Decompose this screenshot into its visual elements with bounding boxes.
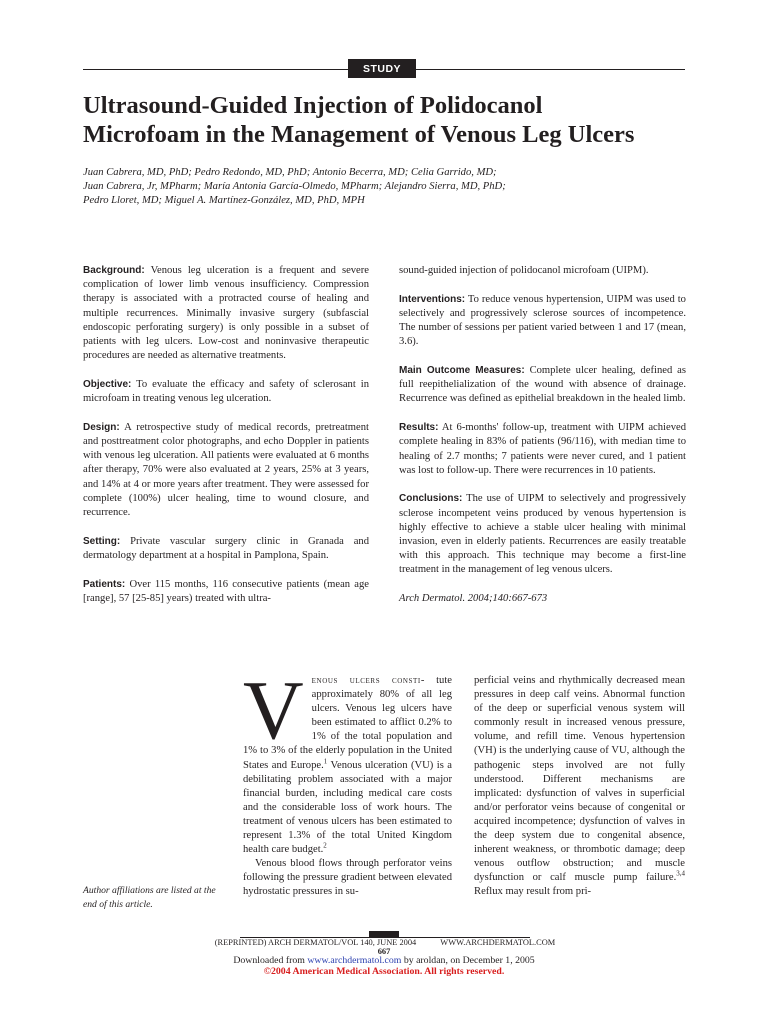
section-text: Venous leg ulceration is a frequent and severe complication of lower limb venous insufficiency. Compression therapy is associated with a protracted course of healing and multiple recurrences. Minimally invasive surgery (subfascial endoscopic perforating surgery) is only possible in a subset of patients with leg ulcers. Low-cost and noninvasive therapeutic procedures are needed as alternative treatments. — [83, 265, 369, 362]
body-text: perficial veins and rhythmically decreased mean pressures in deep calf veins. Abnormal function of the deep or superficial venous system will commonly result in increased venous pressure, volume, and refill time. Venous hypertension (VH) is the underlying cause of VU, although the pathogenic steps involved are not fully understood. Different mechanisms are implicated: dysfunction of valves in superficial and/or perforator veins because of congenital or acquired incompetence; dysfunction of valves in the deep system due to congenital absence, inherent weakness, or thrombotic damage; deep venous outflow obstruction; and muscle dysfunction or calf muscle pump failure. — [474, 675, 685, 884]
reference-marker: 2 — [323, 841, 327, 850]
body-text: tute approximately 80% of all leg ulcers. Venous leg ulcers have been estimated to afflict 0.2% to 1% of the total population and 1% to 3% of the elderly population in the United States and Europe. — [243, 675, 452, 771]
abstract-conclusions — [399, 492, 686, 577]
abstract-objective — [83, 378, 369, 406]
section-label: Patients: — [83, 578, 126, 590]
title-line: Ultrasound-Guided Injection of Polidocanol — [83, 92, 543, 119]
reference-marker: 3,4 — [676, 869, 685, 878]
body-paragraph — [474, 674, 685, 900]
body-text: Reflux may result from pri- — [474, 886, 592, 898]
abstract-setting — [83, 535, 369, 563]
section-text: To reduce venous hypertension, UIPM was used to selectively and progressively sclerose sources of incompetence. The number of sessions per patient varied between 1 and 17 (mean, 3.6). — [399, 293, 686, 348]
reference-marker: 1 — [323, 757, 328, 766]
page-number: 667 — [377, 947, 391, 956]
drop-cap: V — [243, 664, 304, 757]
abstract-interventions — [399, 293, 686, 350]
citation: Arch Dermatol. 2004;140:667-673 — [399, 593, 548, 605]
footer-reprinted: (REPRINTED) — [214, 938, 267, 947]
section-label: Conclusions: — [399, 493, 463, 505]
title-line: Microfoam in the Management of Venous Leg Ulcers — [83, 121, 635, 148]
abstract-background — [83, 264, 369, 363]
section-text: A retrospective study of medical records, pretreatment and posttreatment color photographs, and echo Doppler in patients with venous leg ulceration. All patients were evaluated at 6 months after therapy, 70% were also evaluated at 2 years, 25% at 3 years, and 14% at 4 or more years after treatment. They were assessed for complete (100%) ulcer healing, time to wound closure, and recurrence. — [83, 421, 369, 519]
lead-in: enous ulcers consti- — [311, 675, 425, 686]
section-label: Interventions: — [399, 293, 466, 305]
abstract-design — [83, 421, 369, 520]
author-line: Pedro Lloret, MD; Miguel A. Martínez-González, MD, PhD, MPH — [83, 195, 365, 207]
section-label: Main Outcome Measures: — [399, 365, 525, 377]
section-text: At 6-months' follow-up, treatment with UIPM achieved complete healing in 83% of patients (96/116), with median time to healing of 2.7 months; 7 patients were never cured, and 1 patient was lost to follow-up. There were recurrences in 10 patients. — [399, 422, 686, 476]
download-prefix: Downloaded from — [233, 955, 308, 966]
section-label: Background: — [83, 265, 145, 276]
abstract-left-column — [83, 264, 369, 621]
footer-website: WWW.ARCHDERMATOL.COM — [440, 938, 556, 947]
section-tag: STUDY — [348, 59, 416, 78]
body-paragraph — [243, 664, 452, 857]
abstract-right-column — [399, 264, 686, 606]
section-label: Setting: — [83, 535, 121, 547]
abstract-patients — [83, 578, 369, 606]
section-text: Private vascular surgery clinic in Granada and dermatology department at a hospital in Pamplona, Spain. — [83, 535, 369, 561]
author-line: Juan Cabrera, MD, PhD; Pedro Redondo, MD, PhD; Antonio Becerra, MD; Celia Garrido, MD; — [83, 167, 497, 178]
abstract-results — [399, 421, 686, 478]
footer-journal: ARCH DERMATOL/VOL 140, JUNE 2004 — [268, 938, 417, 947]
body-column-middle — [243, 664, 452, 900]
section-text: Over 115 months, 116 consecutive patients (mean age [range], 57 [25-85] years) treated with ultra- — [83, 578, 369, 604]
article-title — [83, 91, 703, 149]
section-text: To evaluate the efficacy and safety of sclerosant in microfoam in treating venous leg ulceration. — [83, 378, 369, 405]
section-text: The use of UIPM to selectively and progressively sclerose incompetent veins produced by venous hypertension is highly effective to achieve a stable ulcer healing with minimal invasion, even in elderly patients. Recurrences are easily treatable with this approach. This technique may become a first-line treatment in the management of leg venous ulcers. — [399, 493, 686, 576]
author-list — [83, 166, 693, 209]
section-text: Complete ulcer healing, defined as full reepithelialization of the wound with absence of drainage. Recurrence was defined as epithelial breakdown in the healed limb. — [399, 365, 686, 405]
abstract-patients-continued: sound-guided injection of polidocanol microfoam (UIPM). — [399, 265, 649, 276]
section-label: Results: — [399, 422, 439, 434]
copyright-notice: ©2004 American Medical Association. All rights reserved. — [263, 966, 505, 977]
download-link[interactable]: www.archdermatol.com — [307, 955, 402, 966]
section-label: Design: — [83, 421, 120, 433]
body-column-right — [474, 674, 685, 900]
body-text: Venous ulceration (VU) is a debilitating problem associated with a major financial burden, including medical care costs and the considerable loss of work hours. The treatment of venous ulcers has been estimated to represent 1.3% of the total United Kingdom health care budget. — [243, 759, 452, 856]
body-text: Venous blood flows through perforator veins following the pressure gradient between elevated hydrostatic pressures in su- — [243, 858, 452, 898]
download-suffix: by aroldan, on December 1, 2005 — [401, 955, 535, 966]
body-paragraph — [243, 857, 452, 899]
author-line: Juan Cabrera, Jr, MPharm; María Antonia García-Olmedo, MPharm; Alejandro Sierra, MD, PhD; — [83, 181, 506, 193]
abstract-outcome-measures — [399, 364, 686, 407]
affiliation-note: Author affiliations are listed at the end of this article. — [83, 885, 216, 910]
section-label: Objective: — [83, 378, 132, 390]
